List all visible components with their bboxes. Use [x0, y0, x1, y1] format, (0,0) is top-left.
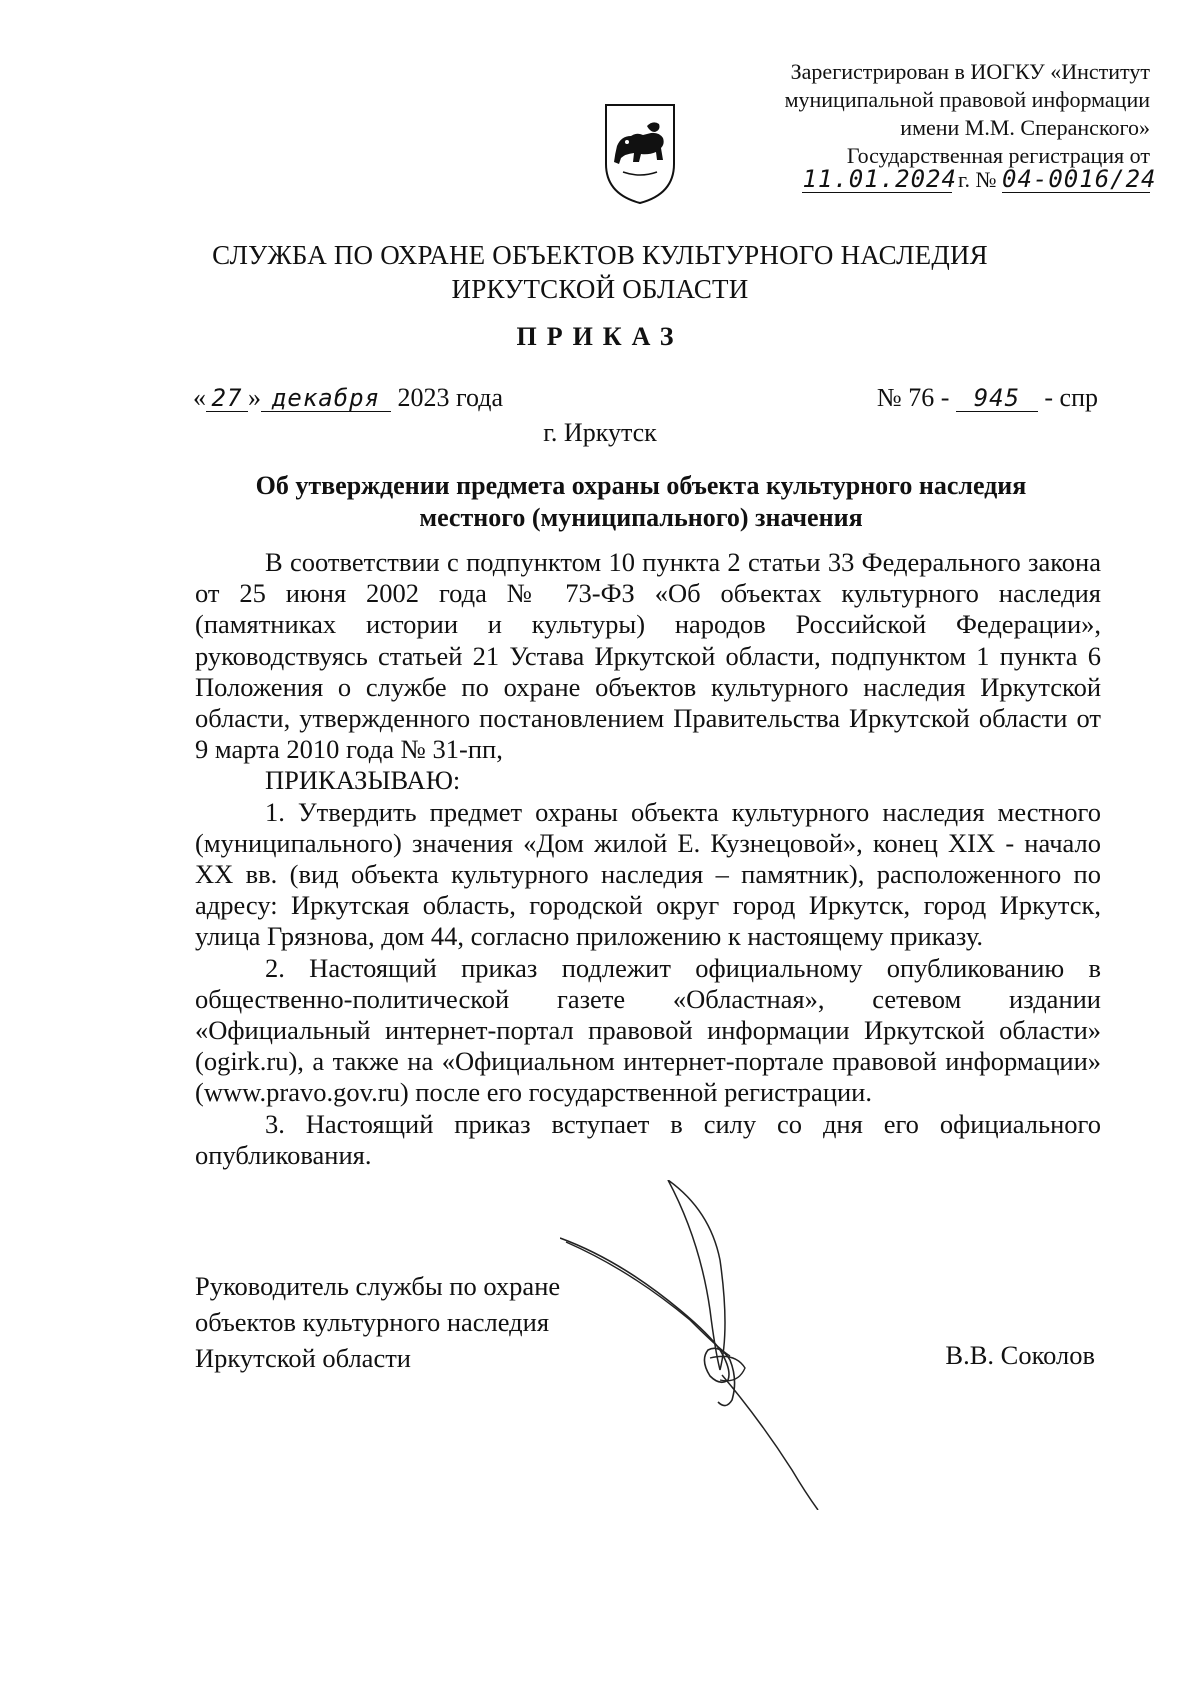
- registration-date-row: [802, 165, 1157, 193]
- signatory-position-line-3: Иркутской области: [195, 1343, 411, 1373]
- registration-line-4: Государственная регистрация от: [846, 143, 1150, 168]
- order-year: 2023 года: [397, 383, 504, 412]
- registration-number-label: г. №: [957, 167, 997, 192]
- signatory-position-line-1: Руководитель службы по охране: [195, 1271, 561, 1301]
- irkutsk-coat-of-arms-icon: [603, 102, 677, 206]
- registration-number: 04-0016/24: [1002, 165, 1157, 193]
- order-subject-line-1: Об утверждении предмета охраны объекта культурного наследия: [255, 471, 1027, 500]
- order-subject: [195, 470, 1087, 534]
- order-day: 27: [206, 385, 248, 412]
- organization-name-line-1: СЛУЖБА ПО ОХРАНЕ ОБЪЕКТОВ КУЛЬТУРНОГО НАСЛЕДИЯ: [212, 240, 988, 270]
- date-quote-close: »: [248, 383, 261, 412]
- registration-block: [670, 58, 1150, 170]
- order-subject-line-2: местного (муниципального) значения: [419, 503, 863, 532]
- signatory-position: [195, 1268, 560, 1376]
- registration-line-2: муниципальной правовой информации: [784, 87, 1150, 112]
- registration-line-3: имени М.М. Сперанского»: [900, 115, 1150, 140]
- order-item-1: 1. Утвердить предмет охраны объекта культурного наследия местного (муниципального) значения «Дом жилой Е. Кузнецовой», конец XIX - начало XX вв. (вид объекта культурного наследия – памятник), расположенного по адресу: Иркутская область, городской округ город Иркутск, город Иркутск, улица Грязнова, дом 44, согласно приложению к настоящему приказу.: [195, 796, 1101, 952]
- signatory-name: В.В. Соколов: [945, 1340, 1095, 1370]
- organization-name-line-2: ИРКУТСКОЙ ОБЛАСТИ: [451, 274, 749, 304]
- signatory-position-line-2: объектов культурного наследия: [195, 1307, 550, 1337]
- order-number-suffix: - спр: [1044, 383, 1098, 412]
- order-body: [195, 547, 1101, 1171]
- date-quote-open: «: [193, 383, 206, 412]
- order-date: [193, 383, 503, 413]
- registration-line-1: Зарегистрирован в ИОГКУ «Институт: [790, 59, 1150, 84]
- registration-date: 11.01.2024: [802, 165, 957, 193]
- organization-name: [0, 238, 1200, 306]
- order-number: [877, 383, 1098, 413]
- order-number-prefix: № 76 -: [876, 383, 950, 412]
- preamble-paragraph: В соответствии с подпунктом 10 пункта 2 статьи 33 Федерального закона от 25 июня 2002 года № 73-ФЗ «Об объектах культурного наследия (памятниках истории и культуры) народов Российской Федерации», руководствуясь статьей 21 Устава Иркутской области, подпунктом 1 пункта 6 Положения о службе по охране объектов культурного наследия Иркутской области, утвержденного постановлением Правительства Иркутской области от 9 марта 2010 года № 31-пп,: [195, 547, 1101, 765]
- document-type-title: ПРИКАЗ: [516, 322, 684, 351]
- order-item-3: 3. Настоящий приказ вступает в силу со дня его официального опубликования.: [195, 1108, 1101, 1170]
- handwritten-signature: [560, 1180, 890, 1510]
- order-number-value: 945: [956, 385, 1038, 412]
- order-item-2: 2. Настоящий приказ подлежит официальному опубликованию в общественно-политической газете «Областная», сетевом издании «Официальный интернет-портал правовой информации Иркутской области» (ogirk.ru), а также на «Официальном интернет-портале правовой информации» (www.pravo.gov.ru) после его государственной регистрации.: [195, 952, 1101, 1108]
- directive-word: ПРИКАЗЫВАЮ:: [265, 765, 461, 796]
- order-city: г. Иркутск: [543, 418, 657, 447]
- order-month: декабря: [261, 385, 391, 412]
